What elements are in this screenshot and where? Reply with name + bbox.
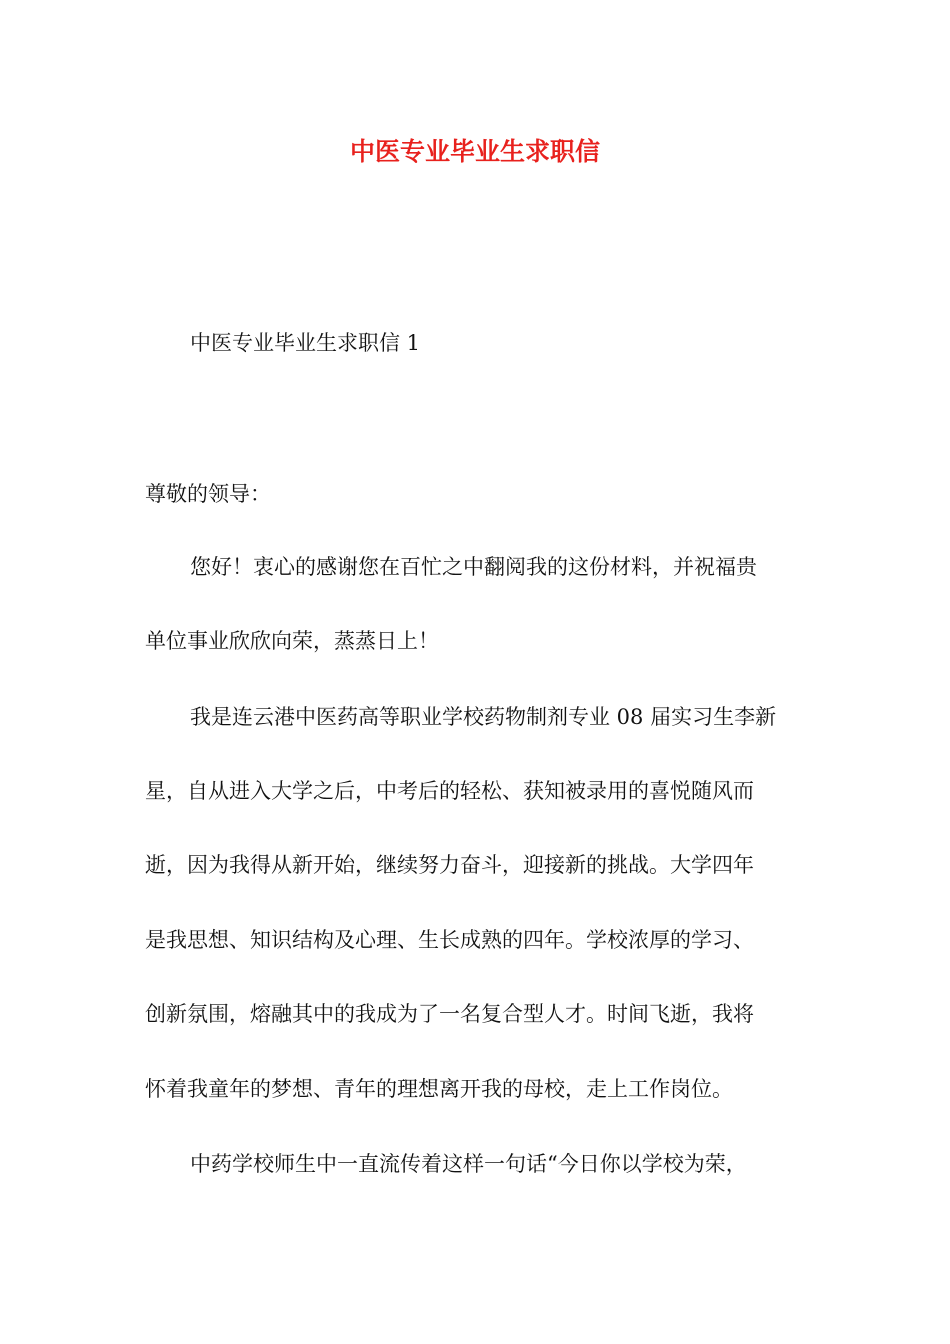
document-title: 中医专业毕业生求职信 xyxy=(349,137,600,166)
paragraph-line: 怀着我童年的梦想、青年的理想离开我的母校，走上工作岗位。 xyxy=(145,1077,733,1101)
paragraph-line: 星，自从进入大学之后，中考后的轻松、获知被录用的喜悦随风而 xyxy=(145,779,754,803)
paragraph-line: 我是连云港中医药高等职业学校药物制剂专业 08 届实习生李新 xyxy=(190,705,777,729)
paragraph-line: 单位事业欣欣向荣，蒸蒸日上！ xyxy=(145,629,439,653)
paragraph-line: 是我思想、知识结构及心理、生长成熟的四年。学校浓厚的学习、 xyxy=(145,928,754,952)
paragraph-line: 创新氛围，熔融其中的我成为了一名复合型人才。时间飞逝，我将 xyxy=(145,1002,754,1026)
paragraph-line: 中药学校师生中一直流传着这样一句话“今日你以学校为荣， xyxy=(190,1152,747,1176)
paragraph-line: 您好！衷心的感谢您在百忙之中翻阅我的这份材料，并祝福贵 xyxy=(190,555,757,579)
salutation: 尊敬的领导： xyxy=(145,482,271,506)
letter-subtitle: 中医专业毕业生求职信 1 xyxy=(190,331,421,355)
paragraph-line: 逝，因为我得从新开始，继续努力奋斗，迎接新的挑战。大学四年 xyxy=(145,853,754,877)
